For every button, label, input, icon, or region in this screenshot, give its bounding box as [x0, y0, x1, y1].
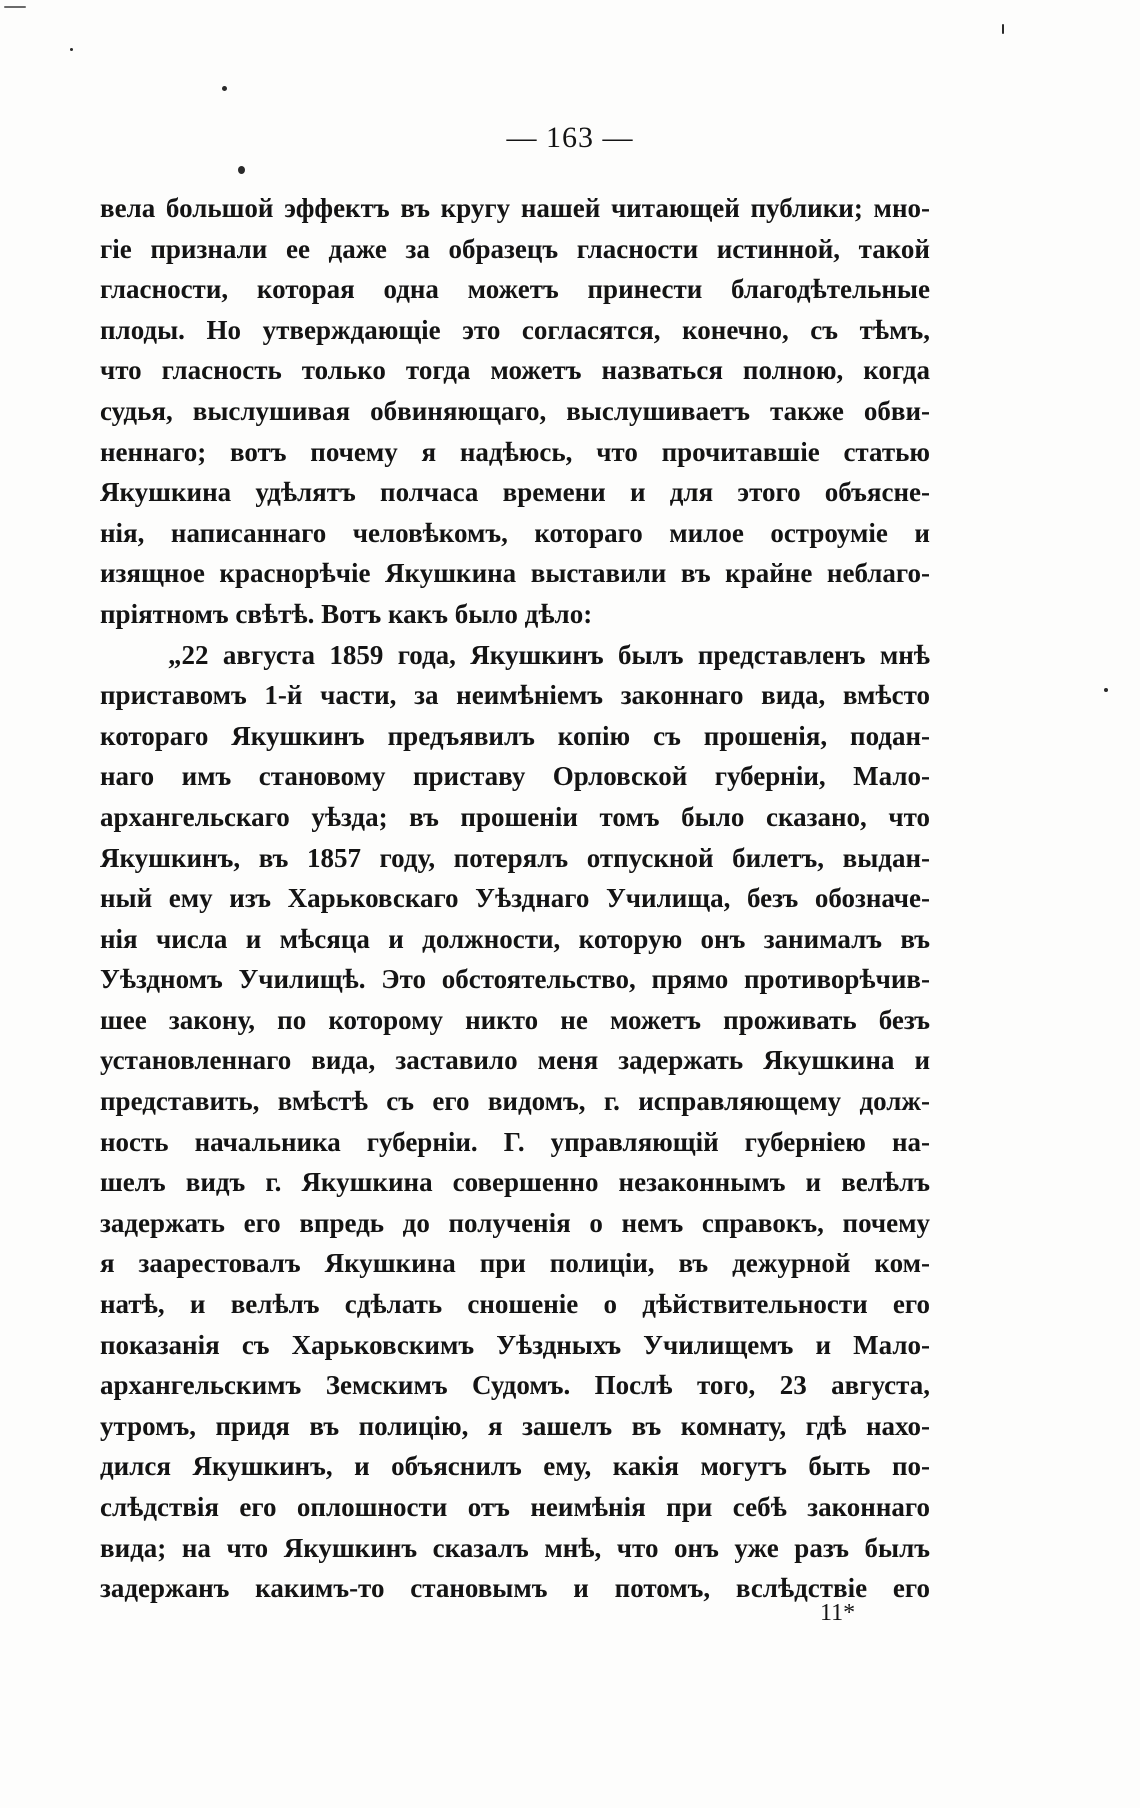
text-line: шелъ видъ г. Якушкина совершенно незаконнымъ и велѣлъ [100, 1167, 930, 1198]
text-line: архангельскаго уѣзда; въ прошеніи томъ было сказано, что [100, 801, 930, 832]
scan-speck [1104, 688, 1108, 692]
text-line: гіе признали ее даже за образецъ гласности истинной, такой [100, 233, 930, 264]
text-line: „22 августа 1859 года, Якушкинъ былъ представленъ мнѣ [168, 639, 930, 670]
text-line: слѣдствія его оплошности отъ неимѣнія при себѣ законнаго [100, 1492, 930, 1522]
text-line: показанія съ Харьковскимъ Уѣздныхъ Училищемъ и Мало- [100, 1329, 930, 1360]
body-text [100, 188, 930, 1609]
text-line: ность начальника губерніи. Г. управляющій губерніею на- [100, 1126, 930, 1157]
scan-speck [222, 86, 227, 91]
scan-speck [238, 166, 245, 174]
scan-speck [70, 48, 73, 51]
text-line: наго имъ становому приставу Орловской губерніи, Мало- [100, 761, 930, 792]
scan-speck [4, 6, 26, 8]
text-line: плоды. Но утверждающіе это согласятся, конечно, съ тѣмъ, [100, 314, 930, 345]
text-line: архангельскимъ Земскимъ Судомъ. Послѣ того, 23 августа, [100, 1370, 930, 1401]
text-line: гласности, которая одна можетъ принести благодѣтельные [100, 274, 930, 305]
text-line: Уѣздномъ Училищѣ. Это обстоятельство, прямо противорѣчив- [100, 964, 930, 995]
text-line: пріятномъ свѣтѣ. Вотъ какъ было дѣло: [100, 598, 593, 629]
text-line: я заарестовалъ Якушкина при полиціи, въ дежурной ком- [100, 1248, 930, 1279]
page-number: — 163 — [506, 121, 634, 154]
text-line: судья, выслушивая обвиняющаго, выслушиваетъ также обви- [100, 395, 930, 426]
text-line: представить, вмѣстѣ съ его видомъ, г. исправляющему долж- [100, 1086, 930, 1117]
text-line: натѣ, и велѣлъ сдѣлать сношеніе о дѣйствительности его [100, 1289, 930, 1320]
text-line: вида; на что Якушкинъ сказалъ мнѣ, что онъ уже разъ былъ [100, 1532, 930, 1563]
text-line: задержанъ какимъ-то становымъ и потомъ, вслѣдствіе его [100, 1573, 930, 1604]
text-line: дился Якушкинъ, и объяснилъ ему, какія могутъ быть по- [100, 1451, 930, 1482]
text-line: что гласность только тогда можетъ назваться полною, когда [100, 355, 930, 386]
signature-mark: 11* [820, 1600, 856, 1626]
text-line: котораго Якушкинъ предъявилъ копію съ прошенія, подан- [100, 720, 930, 751]
scan-speck [1002, 24, 1004, 34]
text-line: задержать его впредь до полученія о немъ справокъ, почему [100, 1207, 930, 1238]
text-line: Якушкина удѣлятъ полчаса времени и для этого объясне- [100, 477, 930, 508]
text-line: ный ему изъ Харьковскаго Уѣзднаго Училища, безъ обозначе- [100, 883, 930, 914]
text-line: нія, написаннаго человѣкомъ, котораго милое остроуміе и [100, 517, 930, 548]
text-line: приставомъ 1-й части, за неимѣніемъ законнаго вида, вмѣсто [100, 680, 930, 711]
text-line: изящное краснорѣчіе Якушкина выставили въ крайне неблаго- [100, 558, 930, 589]
text-line: утромъ, придя въ полицію, я зашелъ въ комнату, гдѣ нахо- [100, 1410, 930, 1441]
text-line: Якушкинъ, въ 1857 году, потерялъ отпускной билетъ, выдан- [100, 842, 930, 873]
text-line: неннаго; вотъ почему я надѣюсь, что прочитавшіе статью [100, 436, 930, 467]
text-line: нія числа и мѣсяца и должности, которую онъ занималъ въ [100, 923, 930, 954]
text-line: установленнаго вида, заставило меня задержать Якушкина и [100, 1045, 930, 1076]
text-line: шее закону, по которому никто не можетъ проживать безъ [100, 1004, 930, 1035]
text-line: вела большой эффектъ въ кругу нашей читающей публики; мно- [100, 193, 930, 223]
